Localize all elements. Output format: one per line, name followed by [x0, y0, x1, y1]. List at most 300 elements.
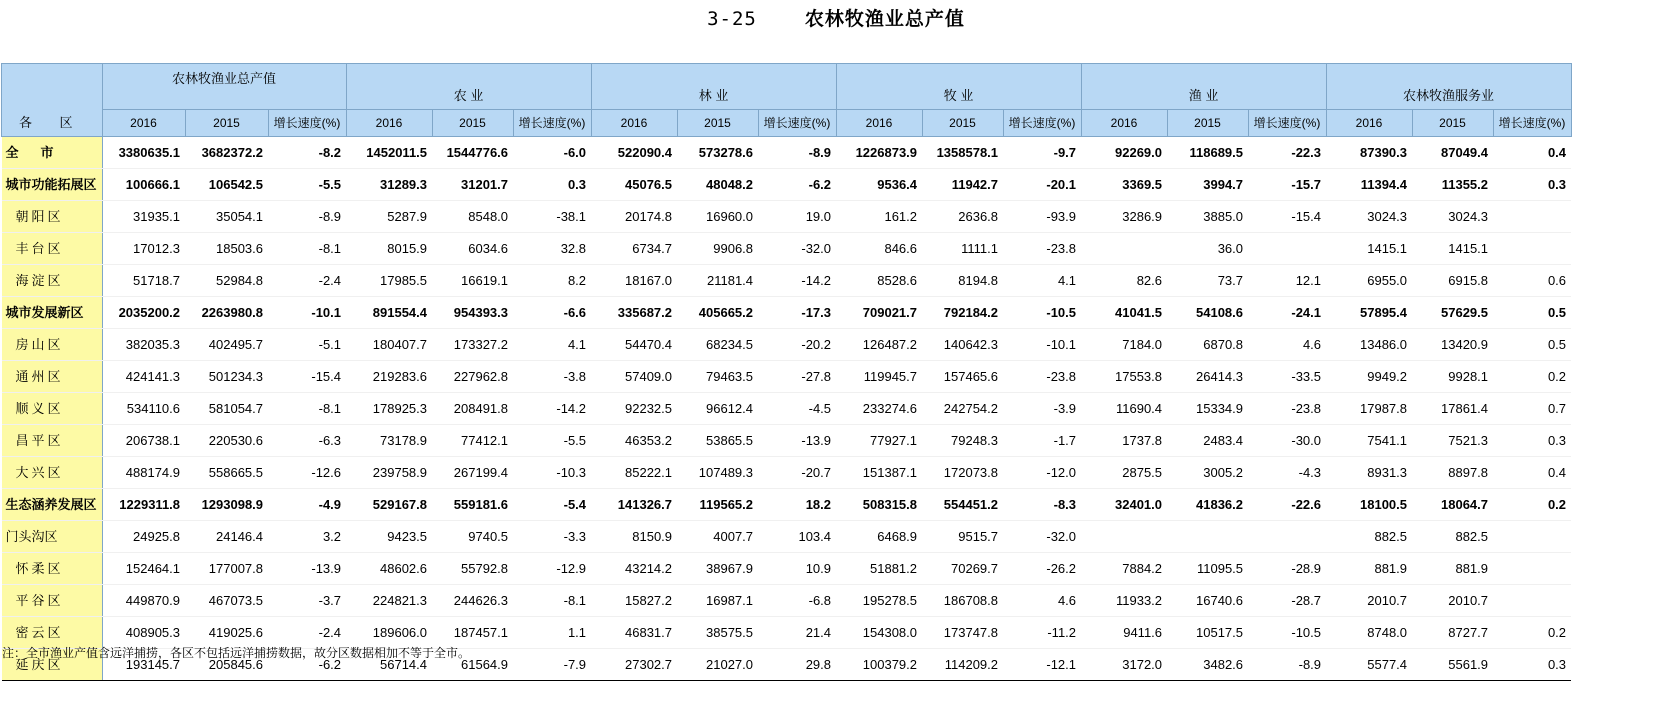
- value-cell: 100666.1: [102, 169, 185, 201]
- growth-rate-header: 增长速度(%): [513, 110, 591, 137]
- value-cell: 1415.1: [1412, 233, 1493, 265]
- table-row: [2, 297, 1572, 329]
- value-cell: 61564.9: [432, 649, 513, 681]
- table-row: [2, 425, 1572, 457]
- value-cell: 9411.6: [1081, 617, 1167, 649]
- value-cell: 141326.7: [591, 489, 677, 521]
- value-cell: 4.1: [1003, 265, 1081, 297]
- value-cell: 881.9: [1326, 553, 1412, 585]
- table-number: 3-25: [707, 8, 757, 30]
- value-cell: 17861.4: [1412, 393, 1493, 425]
- value-cell: 10.9: [758, 553, 836, 585]
- value-cell: 92232.5: [591, 393, 677, 425]
- table-row: [2, 169, 1572, 201]
- year-2016-header: 2016: [836, 110, 922, 137]
- value-cell: -28.9: [1248, 553, 1326, 585]
- value-cell: 208491.8: [432, 393, 513, 425]
- value-cell: 21181.4: [677, 265, 758, 297]
- value-cell: 20174.8: [591, 201, 677, 233]
- value-cell: 19.0: [758, 201, 836, 233]
- value-cell: 6870.8: [1167, 329, 1248, 361]
- value-cell: -8.9: [758, 137, 836, 169]
- value-cell: 140642.3: [922, 329, 1003, 361]
- value-cell: 41836.2: [1167, 489, 1248, 521]
- value-cell: -5.5: [268, 169, 346, 201]
- value-cell: 107489.3: [677, 457, 758, 489]
- value-cell: 18100.5: [1326, 489, 1412, 521]
- value-cell: -24.1: [1248, 297, 1326, 329]
- value-cell: [1081, 233, 1167, 265]
- value-cell: 8194.8: [922, 265, 1003, 297]
- value-cell: 4007.7: [677, 521, 758, 553]
- table-row: [2, 393, 1572, 425]
- value-cell: 11394.4: [1326, 169, 1412, 201]
- value-cell: 8727.7: [1412, 617, 1493, 649]
- value-cell: 57629.5: [1412, 297, 1493, 329]
- value-cell: 87390.3: [1326, 137, 1412, 169]
- table-row: [2, 361, 1572, 393]
- value-cell: 154308.0: [836, 617, 922, 649]
- footnote: 注：全市渔业产值含远洋捕捞，各区不包括远洋捕捞数据，故分区数据相加不等于全市。: [2, 646, 471, 660]
- value-cell: 126487.2: [836, 329, 922, 361]
- value-cell: 92269.0: [1081, 137, 1167, 169]
- value-cell: 13420.9: [1412, 329, 1493, 361]
- value-cell: 57895.4: [1326, 297, 1412, 329]
- value-cell: 13486.0: [1326, 329, 1412, 361]
- value-cell: -8.9: [1248, 649, 1326, 681]
- value-cell: 3885.0: [1167, 201, 1248, 233]
- value-cell: 173327.2: [432, 329, 513, 361]
- forestry-header: 林 业: [591, 64, 836, 110]
- value-cell: 881.9: [1412, 553, 1493, 585]
- value-cell: 56714.4: [346, 649, 432, 681]
- value-cell: 467073.5: [185, 585, 268, 617]
- value-cell: 7541.1: [1326, 425, 1412, 457]
- district-name: 海淀区: [2, 265, 103, 297]
- table-row: [2, 265, 1572, 297]
- value-cell: 8748.0: [1326, 617, 1412, 649]
- value-cell: 7884.2: [1081, 553, 1167, 585]
- value-cell: 18064.7: [1412, 489, 1493, 521]
- value-cell: -8.2: [268, 137, 346, 169]
- value-cell: -38.1: [513, 201, 591, 233]
- district-name: 丰台区: [2, 233, 103, 265]
- value-cell: 73.7: [1167, 265, 1248, 297]
- table-title: 农林牧渔业总产值: [804, 9, 965, 30]
- husbandry-header: 牧 业: [836, 64, 1081, 110]
- services-header: 农林牧渔服务业: [1326, 64, 1571, 110]
- value-cell: -4.9: [268, 489, 346, 521]
- value-cell: 41041.5: [1081, 297, 1167, 329]
- value-cell: 3482.6: [1167, 649, 1248, 681]
- value-cell: 8548.0: [432, 201, 513, 233]
- value-cell: -10.3: [513, 457, 591, 489]
- value-cell: -4.5: [758, 393, 836, 425]
- year-2015-header: 2015: [922, 110, 1003, 137]
- value-cell: 38967.9: [677, 553, 758, 585]
- value-cell: 227962.8: [432, 361, 513, 393]
- value-cell: 24925.8: [102, 521, 185, 553]
- value-cell: 9740.5: [432, 521, 513, 553]
- value-cell: [1248, 233, 1326, 265]
- value-cell: -22.6: [1248, 489, 1326, 521]
- value-cell: 18.2: [758, 489, 836, 521]
- value-cell: -12.9: [513, 553, 591, 585]
- value-cell: 52984.8: [185, 265, 268, 297]
- value-cell: 0.2: [1493, 617, 1571, 649]
- value-cell: 529167.8: [346, 489, 432, 521]
- value-cell: 0.3: [1493, 169, 1571, 201]
- value-cell: 15334.9: [1167, 393, 1248, 425]
- value-cell: 195278.5: [836, 585, 922, 617]
- value-cell: 119565.2: [677, 489, 758, 521]
- year-2015-header: 2015: [1167, 110, 1248, 137]
- value-cell: 21.4: [758, 617, 836, 649]
- value-cell: 2035200.2: [102, 297, 185, 329]
- value-cell: -4.3: [1248, 457, 1326, 489]
- value-cell: -27.8: [758, 361, 836, 393]
- value-cell: 1111.1: [922, 233, 1003, 265]
- value-cell: -8.1: [268, 233, 346, 265]
- value-cell: 35054.1: [185, 201, 268, 233]
- year-2016-header: 2016: [1081, 110, 1167, 137]
- value-cell: 46831.7: [591, 617, 677, 649]
- value-cell: 187457.1: [432, 617, 513, 649]
- value-cell: 508315.8: [836, 489, 922, 521]
- value-cell: 408905.3: [102, 617, 185, 649]
- value-cell: 0.3: [1493, 425, 1571, 457]
- district-name: 门头沟区: [2, 521, 103, 553]
- district-name: 生态涵养发展区: [2, 489, 103, 521]
- value-cell: 106542.5: [185, 169, 268, 201]
- value-cell: 73178.9: [346, 425, 432, 457]
- value-cell: 11933.2: [1081, 585, 1167, 617]
- value-cell: [1493, 201, 1571, 233]
- district-name: 怀柔区: [2, 553, 103, 585]
- value-cell: 157465.6: [922, 361, 1003, 393]
- value-cell: 3005.2: [1167, 457, 1248, 489]
- table-row: [2, 457, 1572, 489]
- value-cell: 424141.3: [102, 361, 185, 393]
- value-cell: 31935.1: [102, 201, 185, 233]
- value-cell: 224821.3: [346, 585, 432, 617]
- value-cell: 173747.8: [922, 617, 1003, 649]
- year-2015-header: 2015: [677, 110, 758, 137]
- growth-rate-header: 增长速度(%): [1493, 110, 1571, 137]
- value-cell: 1293098.9: [185, 489, 268, 521]
- value-cell: -3.8: [513, 361, 591, 393]
- value-cell: -8.1: [268, 393, 346, 425]
- value-cell: -93.9: [1003, 201, 1081, 233]
- value-cell: -6.8: [758, 585, 836, 617]
- value-cell: 8897.8: [1412, 457, 1493, 489]
- value-cell: 172073.8: [922, 457, 1003, 489]
- value-cell: 4.6: [1003, 585, 1081, 617]
- value-cell: 0.2: [1493, 361, 1571, 393]
- value-cell: 846.6: [836, 233, 922, 265]
- value-cell: 16740.6: [1167, 585, 1248, 617]
- year-2016-header: 2016: [591, 110, 677, 137]
- year-2016-header: 2016: [1326, 110, 1412, 137]
- value-cell: -12.1: [1003, 649, 1081, 681]
- value-cell: 77412.1: [432, 425, 513, 457]
- value-cell: [1493, 521, 1571, 553]
- value-cell: [1493, 553, 1571, 585]
- value-cell: -3.3: [513, 521, 591, 553]
- value-cell: 8015.9: [346, 233, 432, 265]
- value-cell: 0.4: [1493, 457, 1571, 489]
- table-row: [2, 585, 1572, 617]
- value-cell: 2263980.8: [185, 297, 268, 329]
- year-2016-header: 2016: [346, 110, 432, 137]
- value-cell: 152464.1: [102, 553, 185, 585]
- value-cell: 2875.5: [1081, 457, 1167, 489]
- value-cell: 5287.9: [346, 201, 432, 233]
- value-cell: -20.2: [758, 329, 836, 361]
- value-cell: 7184.0: [1081, 329, 1167, 361]
- value-cell: 206738.1: [102, 425, 185, 457]
- value-cell: 954393.3: [432, 297, 513, 329]
- value-cell: 233274.6: [836, 393, 922, 425]
- value-cell: 3.2: [268, 521, 346, 553]
- value-cell: 31289.3: [346, 169, 432, 201]
- value-cell: 3994.7: [1167, 169, 1248, 201]
- value-cell: 193145.7: [102, 649, 185, 681]
- value-cell: [1248, 521, 1326, 553]
- value-cell: 118689.5: [1167, 137, 1248, 169]
- value-cell: -20.1: [1003, 169, 1081, 201]
- year-2015-header: 2015: [432, 110, 513, 137]
- value-cell: -5.4: [513, 489, 591, 521]
- value-cell: 8931.3: [1326, 457, 1412, 489]
- value-cell: 9515.7: [922, 521, 1003, 553]
- value-cell: 244626.3: [432, 585, 513, 617]
- growth-rate-header: 增长速度(%): [1003, 110, 1081, 137]
- value-cell: 6468.9: [836, 521, 922, 553]
- value-cell: -15.7: [1248, 169, 1326, 201]
- district-name: 延庆区: [2, 649, 103, 681]
- value-cell: 79248.3: [922, 425, 1003, 457]
- value-cell: 0.4: [1493, 137, 1571, 169]
- value-cell: 16960.0: [677, 201, 758, 233]
- value-cell: 5577.4: [1326, 649, 1412, 681]
- value-cell: 239758.9: [346, 457, 432, 489]
- value-cell: 405665.2: [677, 297, 758, 329]
- value-cell: -7.9: [513, 649, 591, 681]
- value-cell: -30.0: [1248, 425, 1326, 457]
- value-cell: 335687.2: [591, 297, 677, 329]
- value-cell: 16987.1: [677, 585, 758, 617]
- value-cell: -10.5: [1003, 297, 1081, 329]
- value-cell: -8.9: [268, 201, 346, 233]
- value-cell: 8150.9: [591, 521, 677, 553]
- value-cell: 0.5: [1493, 297, 1571, 329]
- value-cell: 51881.2: [836, 553, 922, 585]
- value-cell: -23.8: [1003, 233, 1081, 265]
- value-cell: 17987.8: [1326, 393, 1412, 425]
- value-cell: 6915.8: [1412, 265, 1493, 297]
- value-cell: 11690.4: [1081, 393, 1167, 425]
- value-cell: 9928.1: [1412, 361, 1493, 393]
- value-cell: 488174.9: [102, 457, 185, 489]
- value-cell: 55792.8: [432, 553, 513, 585]
- value-cell: 87049.4: [1412, 137, 1493, 169]
- value-cell: -15.4: [1248, 201, 1326, 233]
- value-cell: 3369.5: [1081, 169, 1167, 201]
- value-cell: 31201.7: [432, 169, 513, 201]
- value-cell: 501234.3: [185, 361, 268, 393]
- value-cell: -2.4: [268, 617, 346, 649]
- value-cell: 9949.2: [1326, 361, 1412, 393]
- output-value-table: [1, 63, 1572, 681]
- district-name: 大兴区: [2, 457, 103, 489]
- value-cell: 48602.6: [346, 553, 432, 585]
- value-cell: 10517.5: [1167, 617, 1248, 649]
- district-name: 全市: [2, 137, 103, 169]
- value-cell: 17012.3: [102, 233, 185, 265]
- value-cell: 12.1: [1248, 265, 1326, 297]
- value-cell: 48048.2: [677, 169, 758, 201]
- value-cell: 1226873.9: [836, 137, 922, 169]
- value-cell: 219283.6: [346, 361, 432, 393]
- value-cell: 382035.3: [102, 329, 185, 361]
- value-cell: 36.0: [1167, 233, 1248, 265]
- value-cell: 3380635.1: [102, 137, 185, 169]
- value-cell: -8.3: [1003, 489, 1081, 521]
- value-cell: [1493, 233, 1571, 265]
- value-cell: 38575.5: [677, 617, 758, 649]
- value-cell: 8.2: [513, 265, 591, 297]
- district-name: 平谷区: [2, 585, 103, 617]
- value-cell: -11.2: [1003, 617, 1081, 649]
- value-cell: 891554.4: [346, 297, 432, 329]
- value-cell: -14.2: [758, 265, 836, 297]
- value-cell: -28.7: [1248, 585, 1326, 617]
- value-cell: 2010.7: [1326, 585, 1412, 617]
- value-cell: 1229311.8: [102, 489, 185, 521]
- value-cell: 6734.7: [591, 233, 677, 265]
- value-cell: -6.0: [513, 137, 591, 169]
- value-cell: 554451.2: [922, 489, 1003, 521]
- district-name: 密云区: [2, 617, 103, 649]
- year-2016-header: 2016: [102, 110, 185, 137]
- value-cell: 85222.1: [591, 457, 677, 489]
- value-cell: 0.7: [1493, 393, 1571, 425]
- value-cell: 242754.2: [922, 393, 1003, 425]
- value-cell: -2.4: [268, 265, 346, 297]
- value-cell: 3024.3: [1412, 201, 1493, 233]
- value-cell: 558665.5: [185, 457, 268, 489]
- fishery-header: 渔 业: [1081, 64, 1326, 110]
- value-cell: 0.5: [1493, 329, 1571, 361]
- value-cell: 18503.6: [185, 233, 268, 265]
- value-cell: -12.0: [1003, 457, 1081, 489]
- value-cell: 0.6: [1493, 265, 1571, 297]
- value-cell: 32.8: [513, 233, 591, 265]
- value-cell: 96612.4: [677, 393, 758, 425]
- value-cell: -9.7: [1003, 137, 1081, 169]
- value-cell: 15827.2: [591, 585, 677, 617]
- value-cell: -13.9: [758, 425, 836, 457]
- value-cell: 46353.2: [591, 425, 677, 457]
- value-cell: -5.1: [268, 329, 346, 361]
- value-cell: 559181.6: [432, 489, 513, 521]
- value-cell: 161.2: [836, 201, 922, 233]
- value-cell: 32401.0: [1081, 489, 1167, 521]
- value-cell: 4.6: [1248, 329, 1326, 361]
- district-name: 朝阳区: [2, 201, 103, 233]
- value-cell: 8528.6: [836, 265, 922, 297]
- value-cell: 24146.4: [185, 521, 268, 553]
- value-cell: -17.3: [758, 297, 836, 329]
- value-cell: 17985.5: [346, 265, 432, 297]
- value-cell: 70269.7: [922, 553, 1003, 585]
- table-row: [2, 329, 1572, 361]
- value-cell: -10.1: [268, 297, 346, 329]
- district-column-header: 各 区: [2, 64, 103, 137]
- value-cell: [1167, 521, 1248, 553]
- value-cell: 68234.5: [677, 329, 758, 361]
- value-cell: -23.8: [1003, 361, 1081, 393]
- value-cell: 3024.3: [1326, 201, 1412, 233]
- value-cell: -13.9: [268, 553, 346, 585]
- value-cell: 0.2: [1493, 489, 1571, 521]
- value-cell: -3.7: [268, 585, 346, 617]
- value-cell: 54108.6: [1167, 297, 1248, 329]
- value-cell: 54470.4: [591, 329, 677, 361]
- value-cell: 6034.6: [432, 233, 513, 265]
- growth-rate-header: 增长速度(%): [1248, 110, 1326, 137]
- value-cell: 79463.5: [677, 361, 758, 393]
- value-cell: -6.2: [758, 169, 836, 201]
- district-name: 昌平区: [2, 425, 103, 457]
- value-cell: -32.0: [758, 233, 836, 265]
- value-cell: 100379.2: [836, 649, 922, 681]
- value-cell: -6.3: [268, 425, 346, 457]
- value-cell: 189606.0: [346, 617, 432, 649]
- value-cell: [1081, 521, 1167, 553]
- value-cell: 9906.8: [677, 233, 758, 265]
- growth-rate-header: 增长速度(%): [268, 110, 346, 137]
- value-cell: 3172.0: [1081, 649, 1167, 681]
- district-name: 城市功能拓展区: [2, 169, 103, 201]
- district-name: 城市发展新区: [2, 297, 103, 329]
- value-cell: 114209.2: [922, 649, 1003, 681]
- value-cell: -23.8: [1248, 393, 1326, 425]
- value-cell: [1493, 585, 1571, 617]
- value-cell: -10.1: [1003, 329, 1081, 361]
- value-cell: -14.2: [513, 393, 591, 425]
- value-cell: 1358578.1: [922, 137, 1003, 169]
- value-cell: -32.0: [1003, 521, 1081, 553]
- value-cell: 21027.0: [677, 649, 758, 681]
- value-cell: 43214.2: [591, 553, 677, 585]
- value-cell: 180407.7: [346, 329, 432, 361]
- table-row: [2, 553, 1572, 585]
- value-cell: -1.7: [1003, 425, 1081, 457]
- district-name: 顺义区: [2, 393, 103, 425]
- value-cell: 53865.5: [677, 425, 758, 457]
- value-cell: 573278.6: [677, 137, 758, 169]
- value-cell: 16619.1: [432, 265, 513, 297]
- value-cell: 792184.2: [922, 297, 1003, 329]
- value-cell: 178925.3: [346, 393, 432, 425]
- table-row: [2, 489, 1572, 521]
- value-cell: 11095.5: [1167, 553, 1248, 585]
- value-cell: 3286.9: [1081, 201, 1167, 233]
- value-cell: 449870.9: [102, 585, 185, 617]
- value-cell: -6.6: [513, 297, 591, 329]
